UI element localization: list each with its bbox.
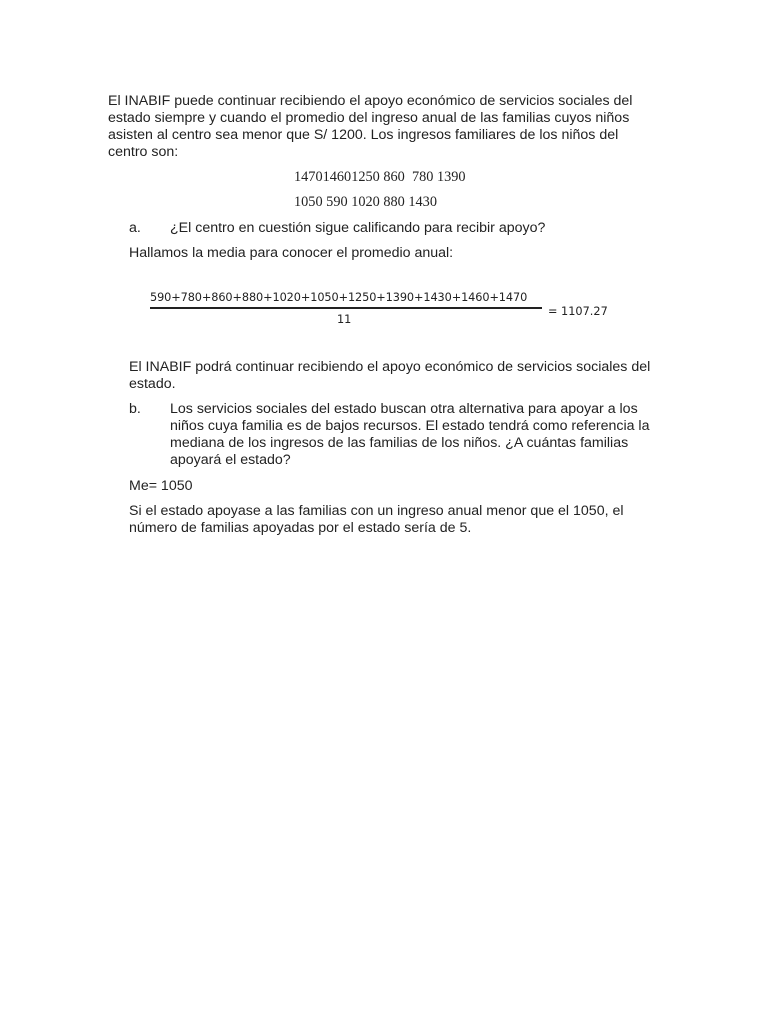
conclusion-a: El INABIF podrá continuar recibiendo el apoyo económico de servicios sociales del estado. bbox=[129, 359, 651, 392]
median-value: Me= 1050 bbox=[129, 478, 193, 494]
question-a-marker: a. bbox=[129, 220, 141, 236]
question-a-text: ¿El centro en cuestión sigue calificando para recibir apoyo? bbox=[170, 220, 546, 236]
intro-paragraph: El INABIF puede continuar recibiendo el apoyo económico de servicios sociales del estado siempre y cuando el promedio del ingreso anual de las familias cuyos niños asisten al centro sea menor que S/ 1200. Los ingresos familiares de los niños del centro son: bbox=[108, 93, 633, 160]
formula-result: = 1107.27 bbox=[548, 305, 608, 318]
mean-intro-text: Hallamos la media para conocer el promedio anual: bbox=[129, 245, 454, 261]
income-data-line-1: 147014601250 860 780 1390 bbox=[294, 169, 466, 185]
fraction-bar bbox=[150, 307, 542, 309]
income-data-line-2: 1050 590 1020 880 1430 bbox=[294, 194, 437, 210]
mean-formula bbox=[148, 289, 618, 329]
question-b-marker: b. bbox=[129, 401, 141, 417]
question-a bbox=[129, 220, 669, 237]
question-b bbox=[129, 401, 669, 469]
conclusion-b: Si el estado apoyase a las familias con un ingreso anual menor que el 1050, el número de familias apoyadas por el estado sería de 5. bbox=[129, 503, 624, 536]
formula-denominator: 11 bbox=[337, 313, 352, 326]
question-b-text: Los servicios sociales del estado buscan otra alternativa para apoyar a los niños cuya familia es de bajos recursos. El estado tendrá como referencia la mediana de los ingresos de las familias de los niños. ¿A cuántas familias apoyará el estado? bbox=[170, 401, 650, 468]
formula-numerator: 590+780+860+880+1020+1050+1250+1390+1430+1460+1470 bbox=[150, 291, 528, 304]
